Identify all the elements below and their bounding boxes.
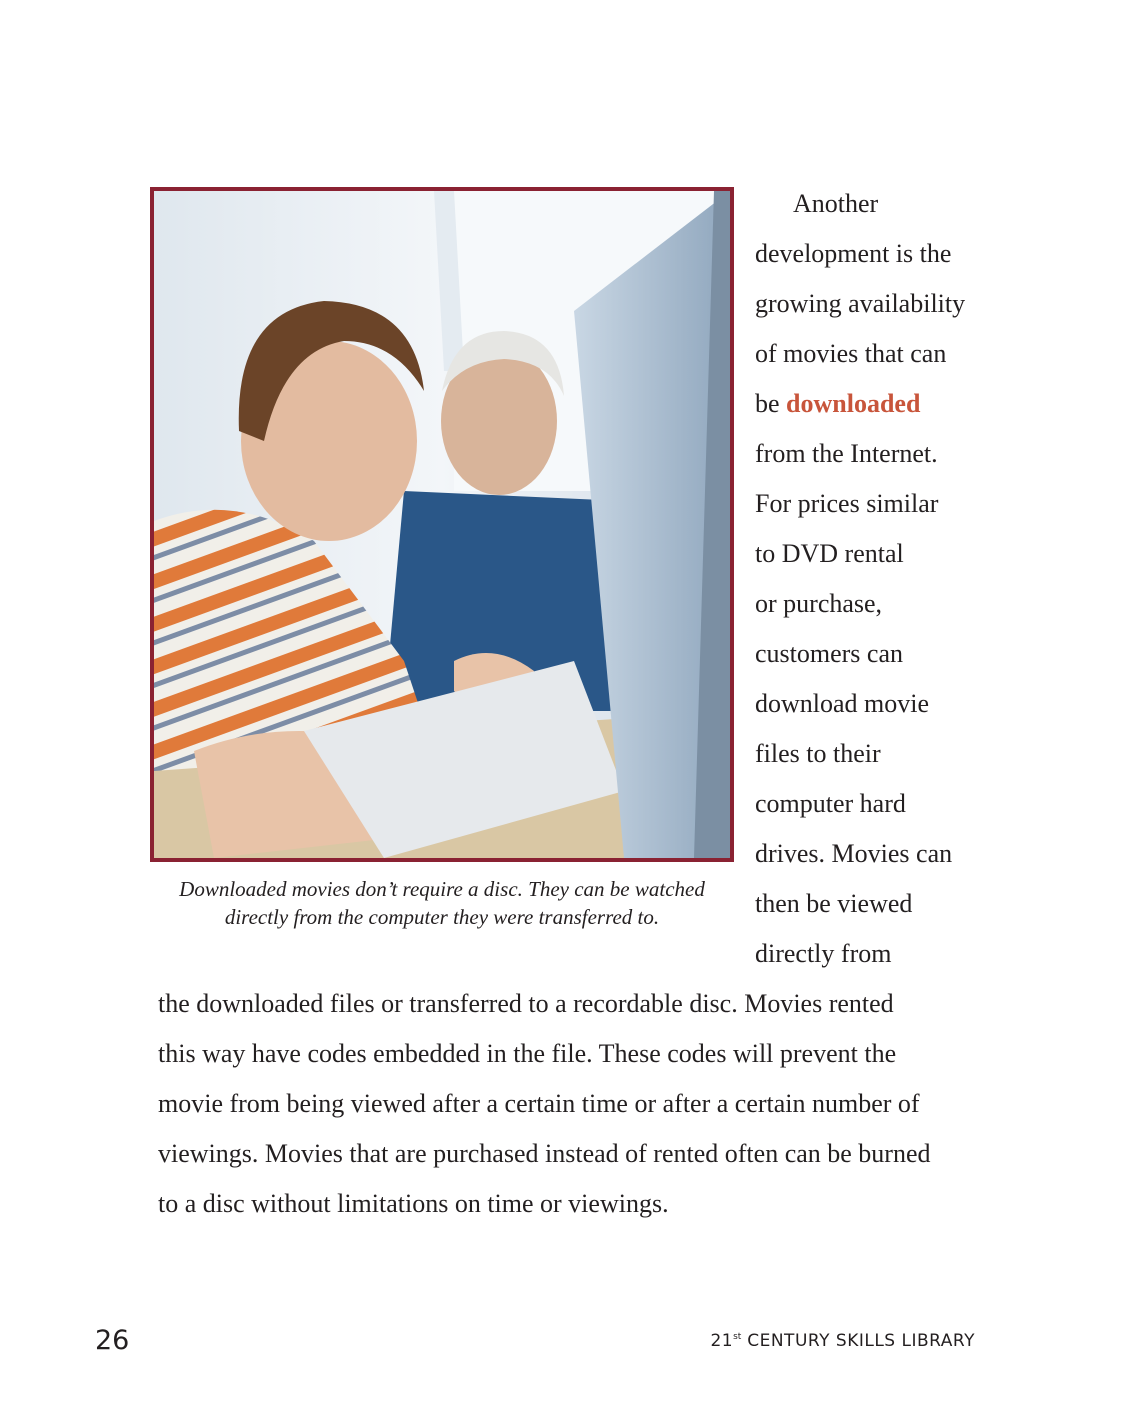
caption-line-1: Downloaded movies don’t require a disc. They can be watched xyxy=(179,877,705,901)
series-title xyxy=(710,1331,975,1351)
photo-caption xyxy=(150,875,734,931)
paragraph-line: computer hard xyxy=(755,789,906,818)
series-number: 21 xyxy=(710,1331,734,1351)
series-ordinal: st xyxy=(733,1332,742,1342)
glossary-keyword: downloaded xyxy=(786,389,921,418)
paragraph-line: then be viewed xyxy=(755,889,913,918)
paragraph-line: from the Internet. xyxy=(755,439,938,468)
line-prefix: be xyxy=(755,389,787,418)
paragraph-line: files to their xyxy=(755,739,881,768)
paragraph-line: drives. Movies can xyxy=(755,839,953,868)
paragraph-line: this way have codes embedded in the file. These codes will prevent the xyxy=(158,1039,897,1068)
paragraph-line: the downloaded files or transferred to a recordable disc. Movies rented xyxy=(158,989,894,1018)
page-number: 26 xyxy=(95,1325,130,1356)
paragraph-line: movie from being viewed after a certain time or after a certain number of xyxy=(158,1089,920,1118)
paragraph-line: customers can xyxy=(755,639,904,668)
paragraph-line: Another xyxy=(793,189,879,218)
paragraph-line: of movies that can xyxy=(755,339,947,368)
paragraph-line: or purchase, xyxy=(755,589,883,618)
paragraph-line: viewings. Movies that are purchased instead of rented often can be burned xyxy=(158,1139,931,1168)
paragraph-line: growing availability xyxy=(755,289,966,318)
caption-line-2: directly from the computer they were transferred to. xyxy=(224,905,660,929)
paragraph-line xyxy=(755,379,1005,429)
paragraph-line: development is the xyxy=(755,239,952,268)
photo-frame xyxy=(150,187,734,862)
paragraph-line: For prices similar xyxy=(755,489,939,518)
paragraph-line: directly from xyxy=(755,939,892,968)
paragraph-line: to DVD rental xyxy=(755,539,904,568)
photo-boy-and-grandfather-at-laptop xyxy=(154,191,730,858)
body-text-column xyxy=(158,979,998,1229)
paragraph-line: download movie xyxy=(755,689,930,718)
side-text-column xyxy=(755,179,1005,979)
series-name: CENTURY SKILLS LIBRARY xyxy=(741,1331,975,1351)
paragraph-line: to a disc without limitations on time or viewings. xyxy=(158,1189,669,1218)
